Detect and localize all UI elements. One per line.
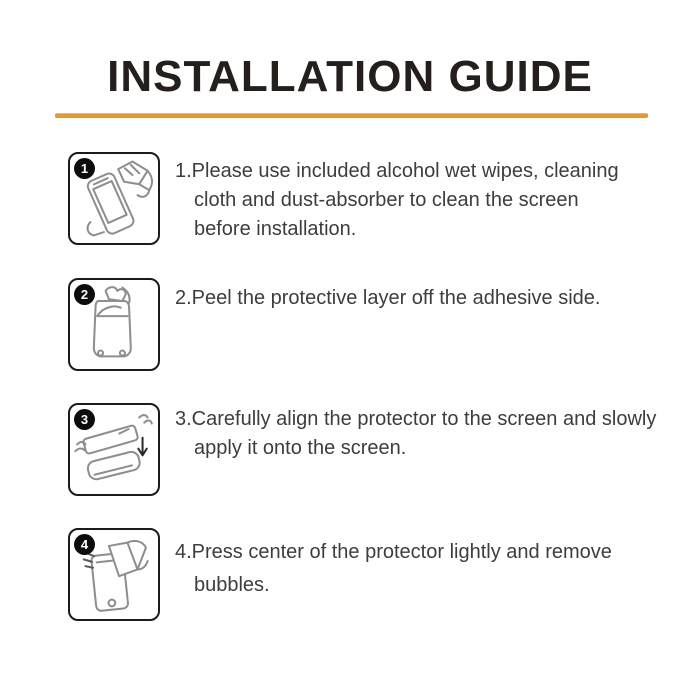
step-1-illustration — [68, 152, 160, 245]
step-number-badge: 3 — [74, 409, 95, 430]
page-title: INSTALLATION GUIDE — [107, 52, 593, 101]
step-text-line: apply it onto the screen. — [194, 437, 407, 459]
step-text-line: 3.Carefully align the protector to the screen and slowly — [175, 408, 657, 430]
step-text-line: 2.Peel the protective layer off the adhesive side. — [175, 287, 601, 309]
step-1-text — [175, 157, 675, 244]
step-text-line: 4.Press center of the protector lightly and remove — [175, 541, 612, 563]
step-2-illustration — [68, 278, 160, 371]
step-3-illustration — [68, 403, 160, 496]
accent-divider — [55, 113, 648, 118]
step-number-badge: 1 — [74, 158, 95, 179]
step-4-text — [175, 536, 675, 602]
step-text-line: before installation. — [194, 218, 357, 240]
step-2-text — [175, 284, 675, 313]
step-number-badge: 2 — [74, 284, 95, 305]
step-text-line: 1.Please use included alcohol wet wipes, cleaning — [175, 160, 619, 182]
step-text-line: bubbles. — [194, 574, 270, 596]
step-number-badge: 4 — [74, 534, 95, 555]
step-text-line: cloth and dust-absorber to clean the screen — [194, 189, 579, 211]
step-4-illustration — [68, 528, 160, 621]
step-3-text — [175, 405, 675, 463]
